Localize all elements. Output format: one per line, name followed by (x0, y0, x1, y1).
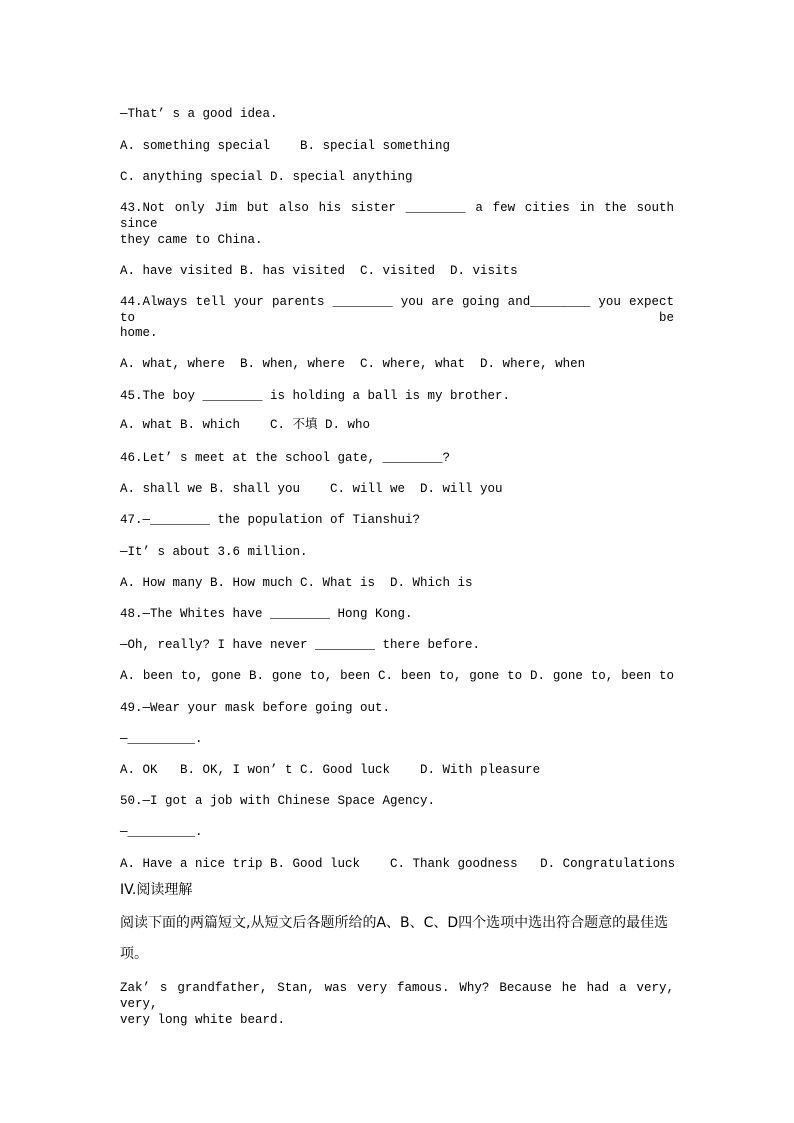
question-48: 48.—The Whites have ________ Hong Kong. (120, 607, 413, 621)
question-44-continued: home. (120, 326, 158, 340)
dialogue-line: —_________. (120, 825, 203, 839)
question-47: 47.—________ the population of Tianshui? (120, 513, 421, 527)
section-instructions: 阅读下面的两篇短文,从短文后各题所给的A、B、C、D四个选项中选出符合题意的最佳选 (120, 915, 669, 931)
question-44: 44.Always tell your parents ________ you are going and________ you expect to be (120, 295, 674, 325)
answer-options: A. How many B. How much C. What is D. Which is (120, 576, 473, 590)
dialogue-line: —_________. (120, 732, 203, 746)
answer-options: A. have visited B. has visited C. visited D. visits (120, 264, 518, 278)
answer-options: A. what, where B. when, where C. where, what D. where, when (120, 357, 586, 371)
question-49: 49.—Wear your mask before going out. (120, 701, 391, 715)
dialogue-line: —Oh, really? I have never ________ there before. (120, 638, 481, 652)
passage-paragraph: Zak’ s grandfather, Stan, was very famous. Why? Because he had a very, very, (120, 981, 674, 1011)
answer-options: A. been to, gone B. gone to, been C. been to, gone to D. gone to, been to (120, 669, 674, 683)
section-instructions-continued: 项。 (120, 946, 148, 962)
question-43: 43.Not only Jim but also his sister ________ a few cities in the south since (120, 201, 674, 231)
answer-options: A. something special B. special something (120, 139, 451, 153)
passage-paragraph-continued: very long white beard. (120, 1013, 286, 1027)
answer-options: C. anything special D. special anything (120, 170, 413, 184)
dialogue-line: —It’ s about 3.6 million. (120, 545, 308, 559)
section-heading: IV.阅读理解 (120, 882, 193, 898)
question-45: 45.The boy ________ is holding a ball is my brother. (120, 389, 511, 403)
question-46: 46.Let’ s meet at the school gate, ________? (120, 451, 451, 465)
question-43-continued: they came to China. (120, 233, 263, 247)
dialogue-line: —That’ s a good idea. (120, 107, 278, 121)
answer-options: A. what B. which C. 不填 D. who (120, 418, 371, 432)
question-50: 50.—I got a job with Chinese Space Agency. (120, 794, 436, 808)
answer-options: A. Have a nice trip B. Good luck C. Thank goodness D. Congratulations (120, 857, 676, 871)
answer-options: A. shall we B. shall you C. will we D. will you (120, 482, 503, 496)
answer-options: A. OK B. OK, I won’ t C. Good luck D. With pleasure (120, 763, 541, 777)
